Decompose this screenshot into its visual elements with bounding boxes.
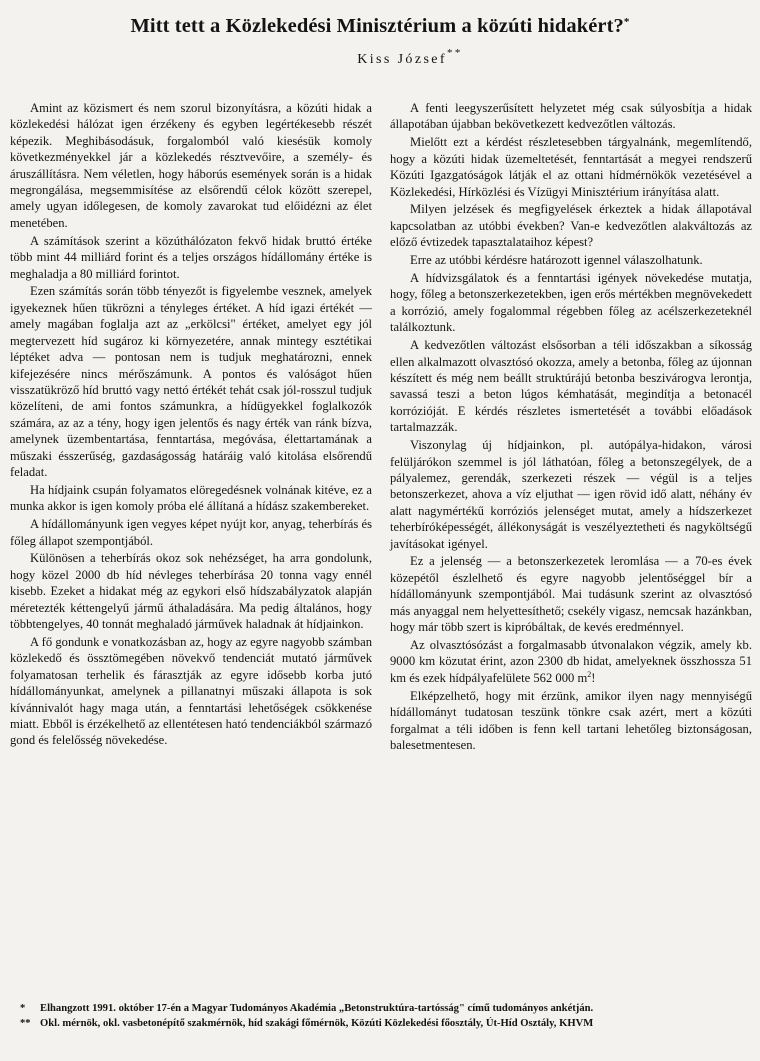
paragraph: A számítások szerint a közúthálózaton fekvő hidak bruttó értéke több mint 44 milliárd forint és a teljes országos hídállomány értéke is meghaladja a 80 milliárd forintot.: [10, 233, 372, 281]
author-name: Kiss József**: [357, 47, 463, 67]
paragraph: A hídállományunk igen vegyes képet nyújt kor, anyag, teherbírás és főleg állapot szempontjából.: [10, 517, 372, 548]
title-footnote-mark: *: [623, 16, 630, 28]
paragraph: A fenti leegyszerűsített helyzetet még csak súlyosbítja a hidak állapotában újabban bekövetkezett kedvezőtlen változás.: [390, 101, 752, 132]
paragraph: Mielőtt ezt a kérdést részletesebben tárgyalnánk, megemlítendő, hogy a közúti hidak üzemeltetését, fenntartását a megyei rendszerű Közúti Igazgatóságok látják el az ottani hídmérnökök vezetésével a Közlekedési, Hírközlési és Vízügyi Minisztérium irányítása alatt.: [390, 135, 752, 199]
footnote-mark: **: [20, 1017, 31, 1029]
paragraph: Viszonylag új hídjainkon, pl. autópálya-hidakon, városi felüljárókon szemmel is jól láthatóan, főleg a betonszegélyek, de a pályalemez, gerendák, szerkezeti részek — végül is a teljes betonszerkezet, ahova a víz eljuthat — igen rövid idő alatt, néhány év alatt nagymértékű korróziós jelenséget mutat, amely a hídszerkezet teherbíróképességét, állékonyságát is veszélyeztetheti és nagyköltségű javításokat igényel.: [390, 438, 752, 551]
footnote-text: Elhangzott 1991. október 17-én a Magyar Tudományos Akadémia „Betonstruktúra-tartósság" című tudományos ankétján.: [40, 1003, 594, 1014]
left-column: [10, 100, 372, 755]
author-footnote-mark: **: [446, 47, 463, 59]
paragraph: A fő gondunk e vonatkozásban az, hogy az egyre nagyobb számban közlekedő és össztömegében növekvő tendenciát mutató járművek folyamatosan terhelik és fárasztják az egyre idősebb korba jutó hídállományunkat, amelynek a pillanatnyi műszaki állapota is sok kívánnivalót hagy maga után, a fenntartási lehetőségek csökkenése miatt. Ebből is érzékelhető az ellentétesen ható tendenciákból származó gond és felelősség növekedése.: [10, 635, 372, 748]
right-column: [390, 100, 752, 755]
paragraph: A kedvezőtlen változást elsősorban a téli időszakban a síkosság ellen alkalmazott olvasztósó okozza, amely a betonba, főleg az újonnan készített és még nem beállt struktúrájú betonba beszivárogva lerontja, savassá teszi a beton lúgos kémhatását, megindítja a betonacél korrózióját. E kérdés részletes ismertetését a további előadások tartalmazzák.: [390, 338, 752, 435]
area-stats-tail: !: [591, 670, 596, 685]
footnote: [20, 1017, 750, 1032]
footnote-text: Okl. mérnök, okl. vasbetonépítő szakmérnök, híd szakági főmérnök, Közúti Közlekedési főosztály, Út-Híd Osztály, KHVM: [40, 1017, 594, 1029]
area-stats-text: Az olvasztósózást a forgalmasabb útvonalakon végzik, amely kb. 9000 km közutat érint, azon 2300 db hidat, amelyeknek összhossza 51 km és ezek hídpályafelülete 562 000 m: [390, 638, 752, 685]
article-body: [10, 100, 752, 755]
paragraph: Ez a jelenség — a betonszerkezetek leromlása — a 70-es évek közepétől észlelhető és egyre nagyobb jelentőséggel bír a hídállományunk szempontjából. Mai tudásunk szerint az olvasztósó más anyaggal nem helyettesíthető; csekély vigasz, nemcsak hazánkban, hogy már több szert is kipróbáltak, de kevés eredménnyel.: [390, 554, 752, 635]
paragraph: Különösen a teherbírás okoz sok nehézséget, ha arra gondolunk, hogy közel 2000 db híd névleges teherbírása 20 tonna vagy ennél kisebb. Ezeket a hidakat még az egykori első hídszabályzatok alapján méretezték kéttengelyű jármű áthaladására. Ma pedig általános, hogy többtengelyes, 40 tonnát meghaladó járművek haladnak át hídjainkon.: [10, 551, 372, 632]
footnote: [20, 1002, 750, 1017]
area-unit-exponent: 2: [587, 669, 592, 679]
paragraph: Ezen számítás során több tényezőt is figyelembe vesznek, amelyek igyekeznek hűen tükrözni a tényleges értéket. A híd igazi értékét — amely magában foglalja azt az „erkölcsi" értéket, amelyet egy jól megtervezett híd sugároz ki környezetére, annak mintegy esztétikai léptéket adva — pontosan nem is tudjuk meghatározni, ennek kifejezésére nincs mérőszámunk. A pontos és valóságot hűen visszatükröző híd bruttó vagy nettó értékét tehát csak jól-rosszul tudjuk közelíteni, de ami fontos számunkra, a hídügyekkel foglalkozók számára, az az a tény, hogy igen jelentős és nagy érték van ránk bízva, amelynek üzembentartása, fenntartása, megóvása, élettartamának a műszaki ésszerűség, gazdaságosság határáig való kitolása elsőrendű feladat.: [10, 284, 372, 479]
footnote-mark: *: [20, 1003, 26, 1014]
paragraph: Elképzelhető, hogy mit érzünk, amikor ilyen nagy mennyiségű hídállományt tudatosan teszünk tönkre csak azért, mert a közúti forgalmat a téli időben is fenn kell tartani lehetőleg biztonságosan, balesetmentesen.: [390, 688, 752, 752]
paragraph: Amint az közismert és nem szorul bizonyításra, a közúti hidak a közlekedési hálózat igen érzékeny és egyben legértékesebb részét képezik. Meghibásodásuk, forgalomból való kiesésük komoly következményekkel jár a közlekedés résztvevőire, a személy- és áruszállításra. Nem véletlen, hogy háborús események során is a hidak megrongálása, megsemmisítése az elsőrendű célok között szerepel, amely ugyan időlegesen, de komoly zavarokat tud előidézni az élet menetében.: [10, 101, 372, 230]
paragraph: A hídvizsgálatok és a fenntartási igények növekedése mutatja, hogy, főleg a betonszerkezetekben, igen erős mértékben megnövekedett a korrózió, amely fogalommal régebben főleg az acélszerkezeteknél találkoztunk.: [390, 271, 752, 335]
paragraph: Milyen jelzések és megfigyelések érkeztek a hidak állapotával kapcsolatban az utóbbi években? Van-e kedvezőtlen alakváltozás az előző évtizedek tapasztalataihoz képest?: [390, 202, 752, 250]
footnotes: [20, 1002, 750, 1031]
article-title: Mitt tett a Közlekedési Minisztérium a közúti hidakért?*: [130, 15, 630, 37]
paragraph: Erre az utóbbi kérdésre határozott igennel válaszolhatunk.: [410, 253, 703, 268]
paragraph: Ha hídjaink csupán folyamatos elöregedésnek volnának kitéve, ez a munka akkor is igen komoly próba elé állítaná a hídász szakembereket.: [10, 482, 372, 514]
paragraph-area-stats: [390, 637, 752, 686]
